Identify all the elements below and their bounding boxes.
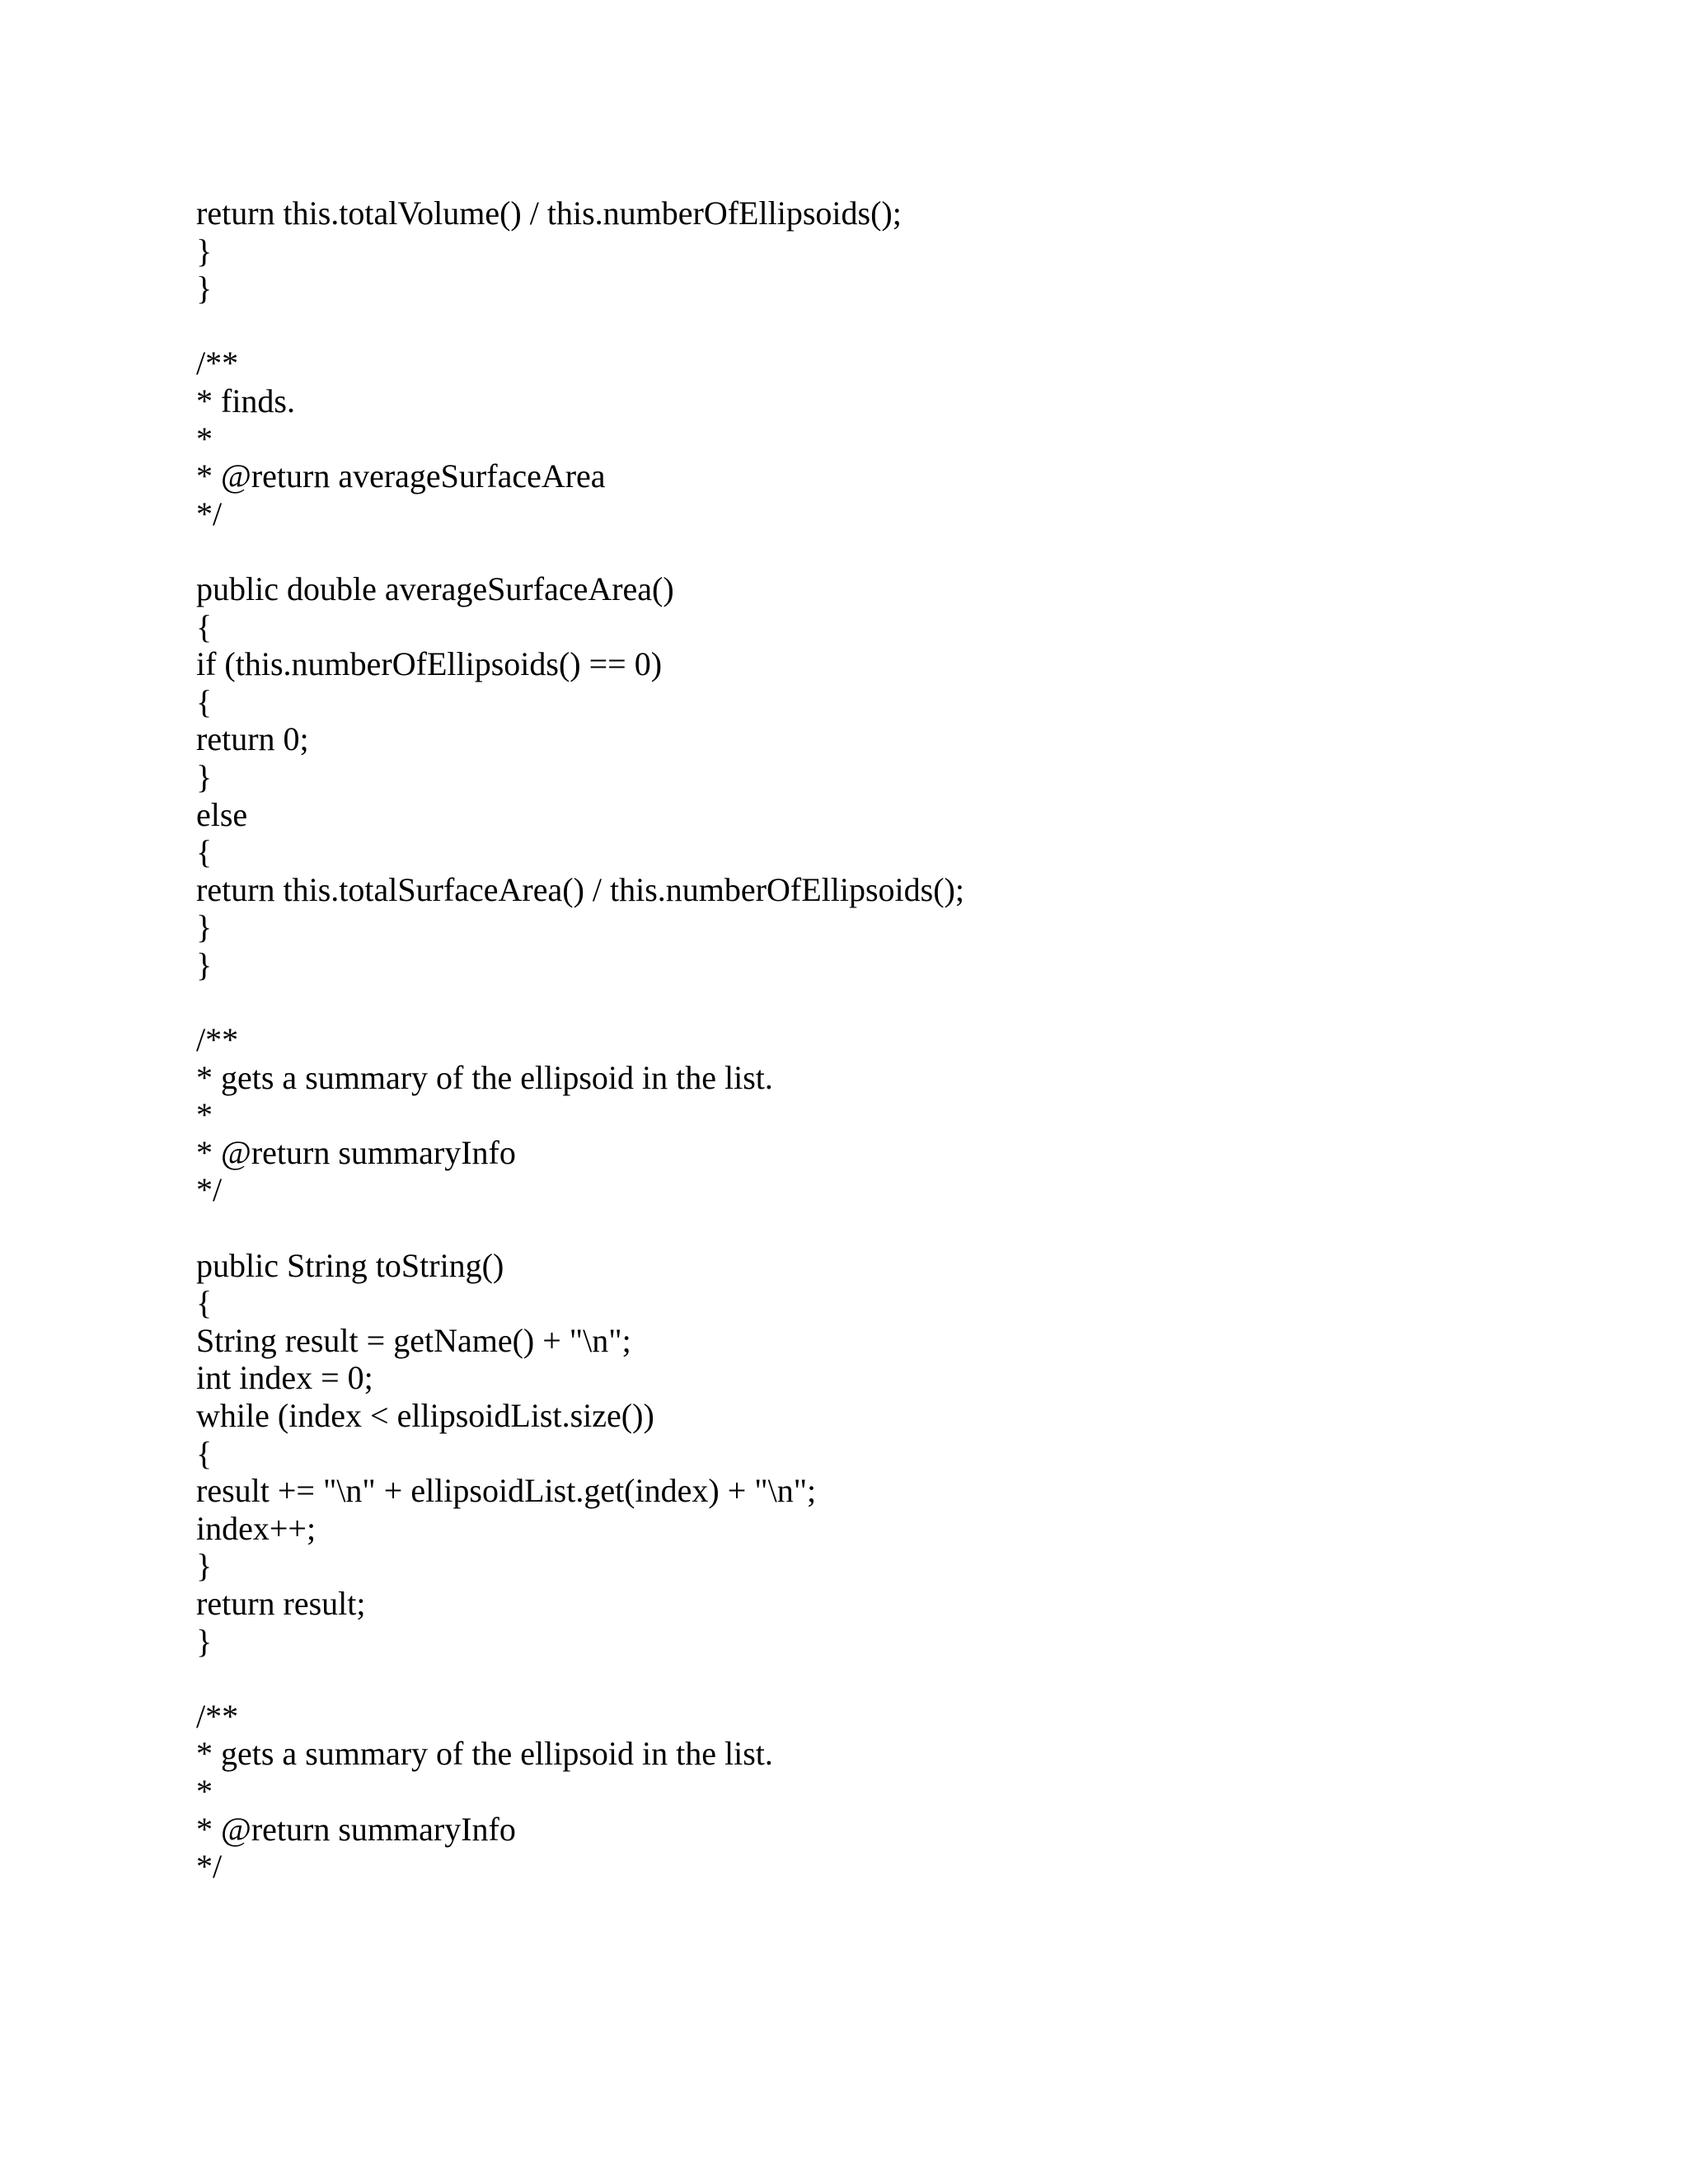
code-line: *	[196, 1096, 213, 1134]
code-line: index++;	[196, 1509, 316, 1547]
code-line: * gets a summary of the ellipsoid in the list.	[196, 1058, 773, 1096]
code-line: {	[196, 833, 213, 871]
code-line: else	[196, 795, 248, 833]
code-line: */	[196, 494, 223, 532]
code-line: public double averageSurfaceArea()	[196, 569, 674, 607]
code-listing	[196, 194, 1597, 1886]
code-line: if (this.numberOfEllipsoids() == 0)	[196, 645, 663, 683]
blank-line	[196, 532, 1597, 570]
code-line: return this.totalVolume() / this.numberOfEllipsoids();	[196, 194, 902, 232]
code-line: }	[196, 1622, 213, 1660]
code-line: }	[196, 1547, 213, 1585]
blank-line	[196, 307, 1597, 345]
code-line: * @return summaryInfo	[196, 1810, 516, 1848]
blank-line	[196, 983, 1597, 1021]
code-line: /**	[196, 1021, 239, 1059]
blank-line	[196, 1209, 1597, 1247]
code-line: /**	[196, 1697, 239, 1735]
code-line: * @return summaryInfo	[196, 1133, 516, 1171]
code-line: */	[196, 1848, 223, 1886]
code-line: {	[196, 682, 213, 720]
code-line: {	[196, 607, 213, 645]
code-line: * @return averageSurfaceArea	[196, 457, 606, 495]
code-line: *	[196, 1772, 213, 1810]
code-line: while (index < ellipsoidList.size())	[196, 1397, 654, 1434]
code-line: result += "\n" + ellipsoidList.get(index) + "\n";	[196, 1472, 817, 1510]
code-line: }	[196, 945, 213, 983]
code-line: return result;	[196, 1584, 366, 1622]
code-line: }	[196, 757, 213, 795]
code-line: {	[196, 1434, 213, 1472]
code-line: }	[196, 232, 213, 269]
code-line: }	[196, 269, 213, 307]
code-line: * gets a summary of the ellipsoid in the list.	[196, 1735, 773, 1773]
blank-line	[196, 1660, 1597, 1698]
code-line: * finds.	[196, 382, 295, 419]
code-line: String result = getName() + "\n";	[196, 1321, 631, 1359]
code-line: return this.totalSurfaceArea() / this.numberOfEllipsoids();	[196, 870, 964, 908]
code-line: int index = 0;	[196, 1359, 373, 1397]
code-line: public String toString()	[196, 1246, 504, 1284]
code-line: return 0;	[196, 720, 309, 758]
code-line: *	[196, 419, 213, 457]
code-line: */	[196, 1171, 223, 1209]
code-line: {	[196, 1284, 213, 1322]
code-line: }	[196, 908, 213, 946]
code-line: /**	[196, 344, 239, 382]
